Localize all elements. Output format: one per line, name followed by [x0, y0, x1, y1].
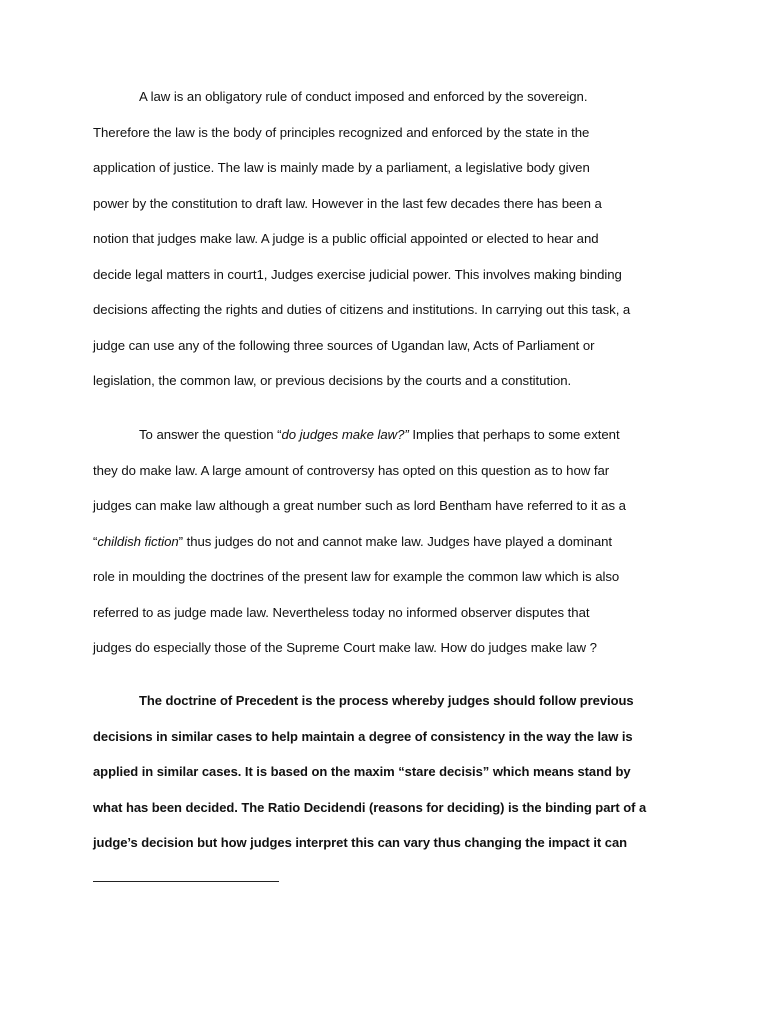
text-span: ” thus judges do not and cannot make law. Judges have played a dominant [178, 533, 613, 549]
italic-quote: do judges make law?” [281, 427, 409, 442]
paragraph-line: judges do especially those of the Supreme Court make law. How do judges make law ? [93, 640, 597, 655]
paragraph-line: they do make law. A large amount of controversy has opted on this question as to how far [93, 462, 610, 478]
paragraph-line: Therefore the law is the body of principles recognized and enforced by the state in the [93, 124, 590, 140]
paragraph-line: applied in similar cases. It is based on the maxim “stare decisis” which means stand by [93, 764, 631, 779]
paragraph-line: judges can make law although a great number such as lord Bentham have referred to it as a [93, 498, 626, 513]
paragraph-line: what has been decided. The Ratio Decidendi (reasons for deciding) is the binding part of a [93, 799, 647, 815]
paragraph-line: role in moulding the doctrines of the present law for example the common law which is also [93, 569, 620, 584]
paragraph-line [139, 427, 620, 443]
paragraph-line [93, 534, 612, 550]
paragraph-line: decisions in similar cases to help maintain a degree of consistency in the way the law is [93, 728, 633, 744]
paragraph-line: A law is an obligatory rule of conduct imposed and enforced by the sovereign. [139, 89, 588, 104]
paragraph-line: decide legal matters in court1, Judges exercise judicial power. This involves making binding [93, 266, 622, 282]
italic-quote: childish fiction [97, 533, 179, 549]
paragraph-line: application of justice. The law is mainly made by a parliament, a legislative body given [93, 160, 590, 175]
text-span: Implies that perhaps to some extent [408, 427, 620, 442]
paragraph-line: legislation, the common law, or previous decisions by the courts and a constitution. [93, 373, 572, 388]
paragraph-line: decisions affecting the rights and duties of citizens and institutions. In carrying out this task, a [93, 302, 631, 317]
text-span: To answer the question “ [139, 427, 282, 442]
paragraph-line: referred to as judge made law. Nevertheless today no informed observer disputes that [93, 604, 590, 620]
footnote-separator [93, 881, 279, 882]
paragraph-line: The doctrine of Precedent is the process whereby judges should follow previous [139, 693, 634, 708]
paragraph-line: judge’s decision but how judges interpret this can vary thus changing the impact it can [93, 835, 628, 850]
paragraph-line: power by the constitution to draft law. However in the last few decades there has been a [93, 195, 602, 211]
paragraph-line: notion that judges make law. A judge is a public official appointed or elected to hear and [93, 231, 599, 246]
paragraph-line: judge can use any of the following three sources of Ugandan law, Acts of Parliament or [93, 337, 595, 353]
text-span: “ [93, 533, 98, 549]
